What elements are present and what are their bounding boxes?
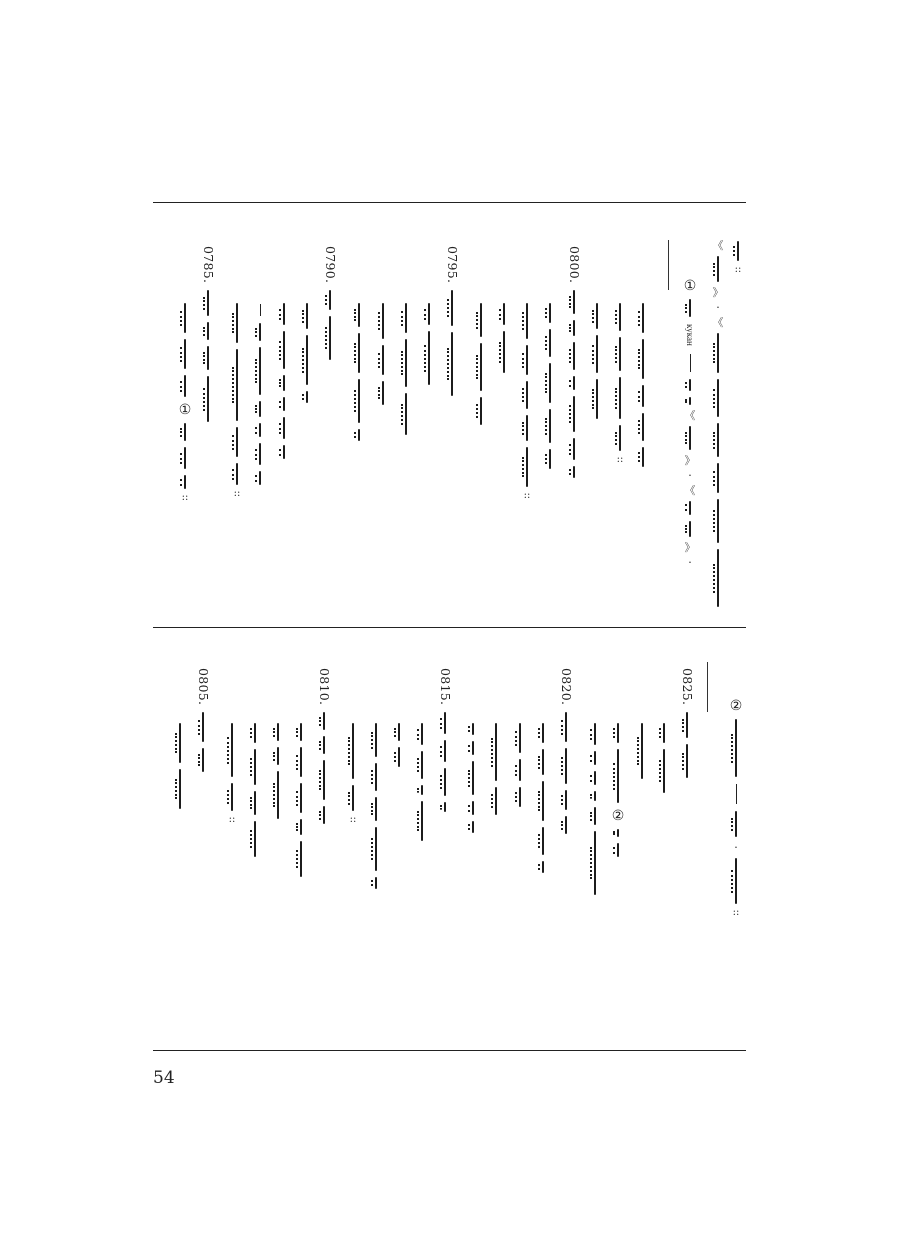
verse-line xyxy=(399,300,413,438)
mongolian-word xyxy=(638,723,646,779)
verse-line-0825: 0825. xyxy=(680,668,694,781)
mongolian-word xyxy=(660,749,668,793)
verse-line xyxy=(271,720,285,822)
mongolian-word xyxy=(539,749,547,775)
mongolian-word xyxy=(320,760,328,800)
mongolian-word xyxy=(546,409,554,443)
mongolian-word xyxy=(297,747,305,777)
mongolian-word xyxy=(732,811,740,837)
mongolian-word xyxy=(256,423,264,437)
mongolian-word xyxy=(570,376,578,390)
verse-line-0790: 0790. xyxy=(323,246,337,363)
mongolian-word xyxy=(686,397,694,405)
mongolian-word xyxy=(616,337,624,371)
mongolian-word xyxy=(686,501,694,515)
mongolian-word xyxy=(349,785,357,811)
mongolian-word xyxy=(516,759,524,781)
mongolian-word xyxy=(418,723,426,745)
mongolian-word xyxy=(591,723,599,745)
mongolian-word xyxy=(448,332,456,396)
mongolian-word xyxy=(477,343,485,391)
mongolian-word xyxy=(616,425,624,451)
mongolian-word xyxy=(477,397,485,425)
mongolian-word xyxy=(591,791,599,801)
mongolian-word xyxy=(570,290,578,314)
mongolian-word xyxy=(686,426,694,450)
verse-line-0805: 0805. xyxy=(196,668,210,775)
footnote-line-1 xyxy=(731,238,745,273)
mongolian-word xyxy=(469,723,477,735)
mongolian-word xyxy=(639,413,647,441)
verse-line xyxy=(253,300,267,488)
verse-line xyxy=(415,720,429,844)
mongolian-word xyxy=(593,303,601,329)
mongolian-word xyxy=(562,712,570,742)
mongolian-word xyxy=(355,333,363,373)
mongolian-word xyxy=(546,363,554,403)
mongolian-word xyxy=(523,303,531,339)
mongolian-word xyxy=(297,783,305,813)
verse-line xyxy=(543,300,557,472)
verse-line xyxy=(657,720,671,796)
mongolian-word xyxy=(251,749,259,785)
mongolian-word xyxy=(418,785,426,795)
verse-line xyxy=(489,720,503,818)
mongolian-word xyxy=(732,858,740,904)
mongolian-word xyxy=(516,787,524,807)
mongolian-word xyxy=(492,787,500,815)
mongolian-word xyxy=(570,396,578,432)
mongolian-word xyxy=(546,303,554,323)
mongolian-word xyxy=(280,331,288,369)
mongolian-word xyxy=(714,333,722,373)
footnote-separator xyxy=(707,662,708,712)
verse-line-0800: 0800. xyxy=(567,246,581,481)
mongolian-word xyxy=(320,736,328,754)
mongolian-word xyxy=(523,447,531,487)
mongolian-word xyxy=(714,499,722,543)
mongolian-word xyxy=(639,339,647,379)
verse-line xyxy=(635,720,649,782)
mongolian-word xyxy=(686,379,694,391)
verse-line xyxy=(474,300,488,428)
mongolian-word xyxy=(355,429,363,441)
page-number: 54 xyxy=(153,1068,175,1088)
mongolian-word xyxy=(683,712,691,738)
mongolian-word xyxy=(523,345,531,375)
verse-line xyxy=(352,300,366,444)
top-rule xyxy=(153,202,746,203)
mongolian-word xyxy=(593,335,601,373)
mongolian-word xyxy=(591,807,599,825)
mongolian-word xyxy=(274,723,282,741)
middle-rule xyxy=(153,627,746,628)
mongolian-word xyxy=(539,723,547,743)
mongolian-word xyxy=(199,712,207,742)
mongolian-word xyxy=(402,339,410,387)
verse-line xyxy=(422,300,436,388)
mongolian-word xyxy=(639,447,647,467)
mongolian-word xyxy=(683,744,691,778)
mongolian-word xyxy=(469,741,477,755)
verse-line xyxy=(392,720,406,770)
mongolian-word xyxy=(660,723,668,743)
verse-line: ② xyxy=(611,720,625,860)
mongolian-word xyxy=(591,771,599,785)
mongolian-word xyxy=(176,723,184,763)
mongolian-word xyxy=(395,723,403,741)
mongolian-word xyxy=(320,712,328,730)
verse-line: :: xyxy=(520,300,534,499)
verse-line: :: xyxy=(225,720,239,823)
mongolian-word xyxy=(425,331,433,385)
verse-line-0785: 0785. xyxy=(201,246,215,425)
mongolian-word xyxy=(448,290,456,326)
mongolian-word xyxy=(425,303,433,325)
mongolian-word xyxy=(614,829,622,837)
mongolian-word xyxy=(251,791,259,815)
mongolian-word xyxy=(372,797,380,821)
verse-line xyxy=(173,720,187,812)
mongolian-word xyxy=(251,723,259,743)
mongolian-word xyxy=(714,379,722,417)
mongolian-word xyxy=(256,443,264,465)
mongolian-word xyxy=(355,379,363,423)
bottom-rule xyxy=(153,1050,746,1051)
mongolian-word xyxy=(204,290,212,316)
mongolian-word xyxy=(372,877,380,889)
mongolian-word xyxy=(297,819,305,835)
mongolian-word xyxy=(379,303,387,339)
mongolian-word xyxy=(204,376,212,422)
mongolian-word xyxy=(616,303,624,331)
mongolian-word xyxy=(303,303,311,329)
verse-line xyxy=(277,300,291,462)
mongolian-word xyxy=(469,801,477,815)
mongolian-word xyxy=(539,827,547,855)
mongolian-word xyxy=(539,781,547,821)
mongolian-word xyxy=(593,379,601,419)
mongolian-word xyxy=(181,475,189,489)
verse-line xyxy=(588,720,602,898)
verse-line xyxy=(294,720,308,880)
mongolian-word xyxy=(395,747,403,767)
mongolian-word xyxy=(349,723,357,779)
mongolian-word xyxy=(469,821,477,833)
verse-line-0815: 0815. xyxy=(438,668,452,815)
mongolian-word xyxy=(274,747,282,765)
verse-line xyxy=(248,720,262,860)
mongolian-word xyxy=(714,463,722,493)
mongolian-word xyxy=(591,831,599,895)
mongolian-word xyxy=(714,423,722,457)
mongolian-word xyxy=(379,381,387,405)
mongolian-word xyxy=(274,771,282,819)
mongolian-word xyxy=(280,445,288,459)
mongolian-word xyxy=(570,342,578,370)
mongolian-word xyxy=(303,335,311,385)
mongolian-word xyxy=(204,346,212,370)
mongolian-word xyxy=(256,347,264,395)
verse-line: ① :: xyxy=(178,300,192,501)
mongolian-word xyxy=(181,447,189,469)
mongolian-word xyxy=(523,381,531,409)
mongolian-word xyxy=(591,751,599,765)
mongolian-word xyxy=(562,790,570,810)
mongolian-word xyxy=(500,331,508,373)
mongolian-word xyxy=(562,748,570,784)
mongolian-word xyxy=(732,719,740,777)
verse-line xyxy=(590,300,604,422)
verse-line xyxy=(300,300,314,406)
mongolian-word xyxy=(233,349,241,421)
verse-line-0820: 0820. xyxy=(559,668,573,837)
verse-line-0810: 0810. xyxy=(317,668,331,827)
end-mark: :: xyxy=(734,264,742,275)
verse-line xyxy=(513,720,527,810)
mongolian-word xyxy=(303,391,311,403)
mongolian-word xyxy=(616,377,624,419)
mongolian-word xyxy=(181,423,189,441)
mongolian-word xyxy=(372,763,380,791)
mongolian-word xyxy=(570,466,578,478)
mongolian-word xyxy=(492,723,500,781)
mongolian-word xyxy=(402,393,410,435)
mongolian-word xyxy=(256,401,264,417)
mongolian-word xyxy=(199,748,207,772)
mongolian-word xyxy=(256,323,264,341)
mongolian-word xyxy=(562,816,570,834)
verse-line xyxy=(636,300,650,470)
verse-line xyxy=(466,720,480,836)
mongolian-word xyxy=(500,303,508,325)
mongolian-word xyxy=(639,385,647,407)
mongolian-word xyxy=(233,427,241,457)
mongolian-word xyxy=(614,843,622,857)
mongolian-word xyxy=(686,521,694,537)
footnote-line: ② · :: xyxy=(729,698,743,918)
footnote-line-2: 《 》 · 《 xyxy=(711,238,725,610)
mongolian-word xyxy=(516,723,524,753)
verse-line: :: xyxy=(230,300,244,497)
verse-line: :: xyxy=(613,300,627,463)
mongolian-word xyxy=(570,320,578,336)
mongolian-word xyxy=(233,303,241,343)
mongolian-word xyxy=(441,740,449,762)
mongolian-word xyxy=(233,463,241,485)
dash xyxy=(690,354,691,372)
mongolian-word xyxy=(297,723,305,741)
verse-line xyxy=(497,300,511,376)
mongolian-word xyxy=(639,303,647,333)
verse-line xyxy=(369,720,383,892)
mongolian-word xyxy=(204,322,212,340)
mongolian-word xyxy=(441,712,449,734)
mongolian-word xyxy=(320,806,328,824)
mongolian-word xyxy=(523,415,531,441)
verse-line xyxy=(536,720,550,876)
mongolian-word xyxy=(418,751,426,779)
mongolian-word xyxy=(176,769,184,809)
mongolian-word xyxy=(297,841,305,877)
mongolian-word xyxy=(326,290,334,310)
mongolian-word xyxy=(441,802,449,812)
mongolian-word xyxy=(539,861,547,873)
mongolian-word xyxy=(372,723,380,757)
verse-line xyxy=(376,300,390,408)
footnote-separator xyxy=(668,240,669,290)
mongolian-word xyxy=(546,449,554,469)
verse-line: :: xyxy=(346,720,360,823)
mongolian-word xyxy=(280,397,288,411)
mongolian-word xyxy=(181,375,189,397)
mongolian-word xyxy=(418,801,426,841)
mongolian-word xyxy=(714,549,722,607)
mongolian-word xyxy=(280,417,288,439)
mongolian-word xyxy=(714,256,722,282)
mongolian-word xyxy=(469,761,477,795)
mongolian-word xyxy=(228,723,236,777)
mongolian-word xyxy=(402,303,410,333)
mongolian-word xyxy=(280,303,288,325)
mongolian-word xyxy=(181,339,189,369)
mongolian-word xyxy=(614,749,622,803)
mongolian-word xyxy=(181,303,189,333)
mongolian-word xyxy=(326,316,334,360)
mongolian-word xyxy=(546,329,554,357)
mongolian-word xyxy=(280,375,288,391)
mongolian-word xyxy=(477,303,485,337)
mongolian-word xyxy=(251,821,259,857)
mongolian-word xyxy=(228,783,236,811)
footnote-line-3: ① кукан 《 》 · 《 》 · xyxy=(683,278,697,569)
mongolian-word xyxy=(441,768,449,796)
mongolian-word xyxy=(686,299,694,317)
mongolian-word xyxy=(379,345,387,375)
mongolian-word xyxy=(372,827,380,871)
mongolian-word xyxy=(614,723,622,743)
verse-line-0795: 0795. xyxy=(445,246,459,399)
mongolian-word xyxy=(570,438,578,460)
mongolian-word xyxy=(734,241,742,261)
mongolian-word xyxy=(256,471,264,485)
mongolian-word xyxy=(355,303,363,327)
